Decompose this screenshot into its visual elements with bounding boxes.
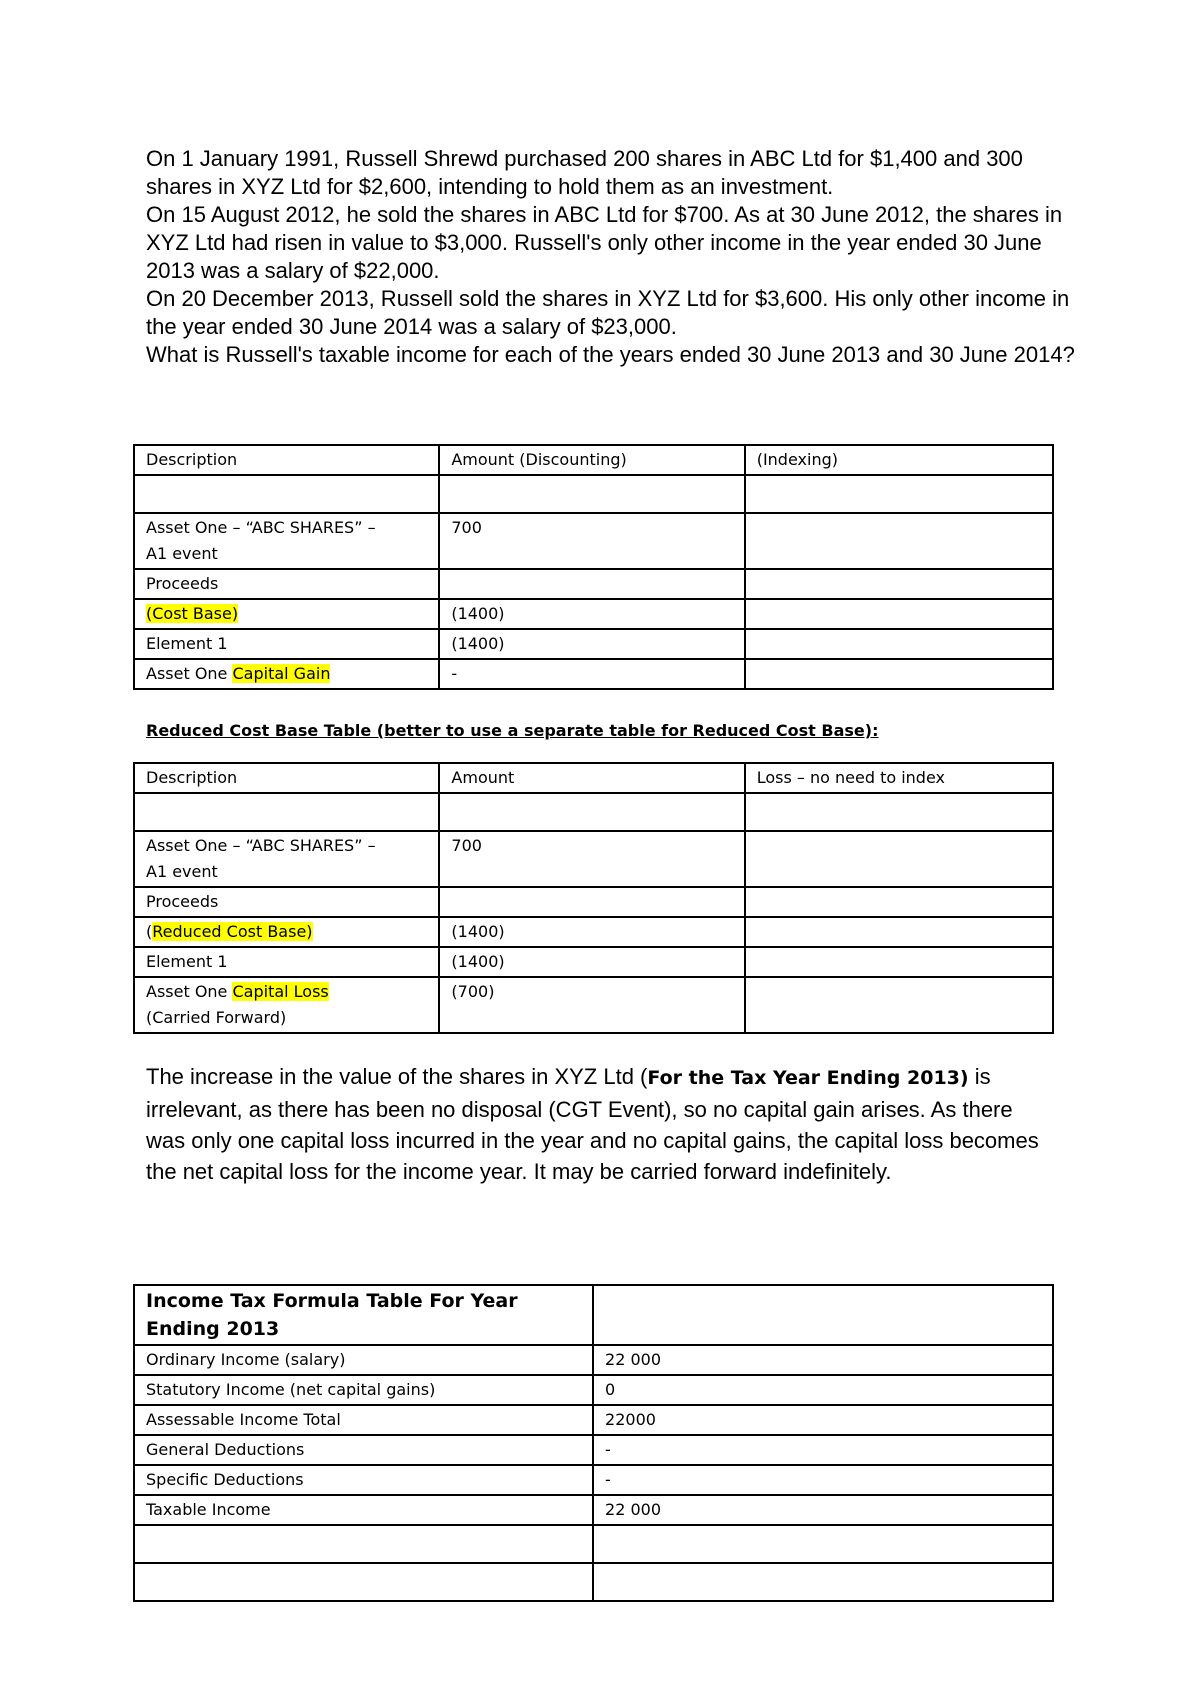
row-value: 22 000 (593, 1495, 1053, 1525)
reduced-cost-base-table (133, 762, 1054, 1034)
header-amount: Amount (439, 763, 744, 793)
table-row-empty (134, 1525, 1053, 1563)
row-label: Statutory Income (net capital gains) (134, 1375, 593, 1405)
row-amount (439, 569, 744, 599)
cost-base-table (133, 444, 1054, 690)
table-row (134, 831, 1053, 887)
row-description: Asset One – “ABC SHARES” – A1 event (134, 831, 439, 887)
table-row (134, 569, 1053, 599)
row-label: General Deductions (134, 1435, 593, 1465)
highlight-cost-base: (Cost Base) (146, 604, 239, 623)
row-description: Proceeds (134, 887, 439, 917)
reduced-cost-base-heading: Reduced Cost Base Table (better to use a separate table for Reduced Cost Base): (146, 721, 879, 740)
row-amount: - (439, 659, 744, 689)
row-value: - (593, 1435, 1053, 1465)
row-description: Proceeds (134, 569, 439, 599)
header-indexing: (Indexing) (745, 445, 1053, 475)
row-description: Element 1 (134, 947, 439, 977)
header-description: Description (134, 445, 439, 475)
table-row (134, 1345, 1053, 1375)
intro-paragraph-2: On 15 August 2012, he sold the shares in ABC Ltd for $700. As at 30 June 2012, the shares in XYZ Ltd had risen in value to $3,000. Russell's only other income in the year ended 30 June 2013 was a salary of $22,000. (146, 202, 1063, 283)
row-amount: (700) (439, 977, 744, 1033)
highlight-capital-gain: Capital Gain (232, 664, 331, 683)
row-amount: (1400) (439, 917, 744, 947)
row-description: Asset One Capital Gain (134, 659, 439, 689)
row-amount: 700 (439, 831, 744, 887)
row-value: 0 (593, 1375, 1053, 1405)
row-amount (439, 887, 744, 917)
table-row (134, 917, 1053, 947)
row-value: - (593, 1465, 1053, 1495)
row-description: Asset One Capital Loss (Carried Forward) (134, 977, 439, 1033)
row-description: Asset One – “ABC SHARES” – A1 event (134, 513, 439, 569)
header-description: Description (134, 763, 439, 793)
intro-paragraph-3: On 20 December 2013, Russell sold the shares in XYZ Ltd for $3,600. His only other income in the year ended 30 June 2014 was a salary of $23,000. (146, 286, 1070, 339)
row-amount: (1400) (439, 947, 744, 977)
table-row-empty (134, 1563, 1053, 1601)
table-row (134, 629, 1053, 659)
question-text (146, 145, 1076, 369)
row-description (134, 599, 439, 629)
row-label: Specific Deductions (134, 1465, 593, 1495)
table-row (134, 1465, 1053, 1495)
table-row (134, 599, 1053, 629)
row-value: 22000 (593, 1405, 1053, 1435)
table-row-empty (134, 475, 1053, 513)
table-title: Income Tax Formula Table For Year Ending 2013 (134, 1285, 593, 1345)
table-row-empty (134, 793, 1053, 831)
highlight-capital-loss: Capital Loss (232, 982, 329, 1001)
header-amount-discounting: Amount (Discounting) (439, 445, 744, 475)
table-row (134, 1435, 1053, 1465)
row-amount: 700 (439, 513, 744, 569)
table-row (134, 947, 1053, 977)
table-header-row (134, 445, 1053, 475)
row-label: Ordinary Income (salary) (134, 1345, 593, 1375)
row-amount: (1400) (439, 629, 744, 659)
table-row (134, 1375, 1053, 1405)
table-row (134, 1495, 1053, 1525)
intro-paragraph-4: What is Russell's taxable income for each of the years ended 30 June 2013 and 30 June 2014? (146, 342, 1075, 367)
explanation-paragraph: The increase in the value of the shares in XYZ Ltd (For the Tax Year Ending 2013) is irrelevant, as there has been no disposal (CGT Event), so no capital gain arises. As there was only one capital loss incurred in the year and no capital gains, the capital loss becomes the net capital loss for the income year. It may be carried forward indefinitely. (146, 1064, 1039, 1184)
table-row (134, 659, 1053, 689)
table-row (134, 977, 1053, 1033)
row-value: 22 000 (593, 1345, 1053, 1375)
row-description: (Reduced Cost Base) (134, 917, 439, 947)
row-label: Assessable Income Total (134, 1405, 593, 1435)
table-row (134, 887, 1053, 917)
intro-paragraph-1: On 1 January 1991, Russell Shrewd purchased 200 shares in ABC Ltd for $1,400 and 300 shares in XYZ Ltd for $2,600, intending to hold them as an investment. (146, 146, 1023, 199)
highlight-reduced-cost-base: Reduced Cost Base) (152, 922, 313, 941)
row-description: Element 1 (134, 629, 439, 659)
header-loss: Loss – no need to index (745, 763, 1053, 793)
row-label: Taxable Income (134, 1495, 593, 1525)
row-amount: (1400) (439, 599, 744, 629)
table-row (134, 1405, 1053, 1435)
table-row (134, 513, 1053, 569)
table-header-row (134, 1285, 1053, 1345)
income-tax-formula-table (133, 1284, 1054, 1602)
table-header-row (134, 763, 1053, 793)
